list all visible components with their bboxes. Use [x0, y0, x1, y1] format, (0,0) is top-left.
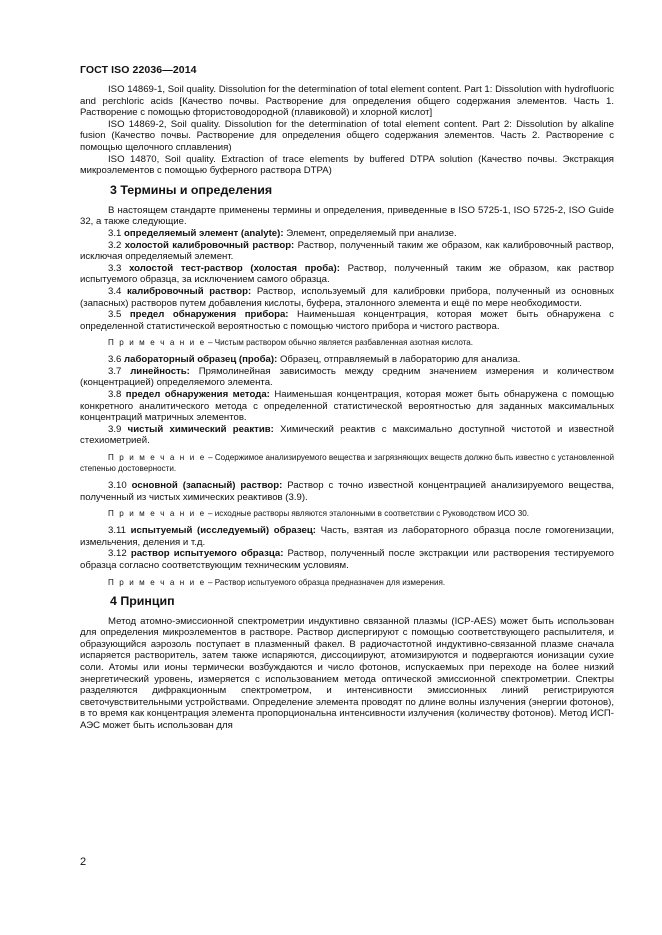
reference-iso-14869-1: ISO 14869-1, Soil quality. Dissolution for the determination of total element content. Part 1: Dissolution with hydrofluoric and perchloric acids [Качество почвы. Растворение для определения общего содержания элементов. Часть 1. Растворение с помощью фтористоводородной (плавиковой) и хлорной кислот] [80, 84, 614, 119]
term-3-6: 3.6 лабораторный образец (проба): Образец, отправляемый в лабораторию для анализа. [108, 354, 521, 366]
section-4-heading: 4 Принцип [110, 593, 175, 608]
term-3-3: 3.3 холостой тест-раствор (холостая проба): Раствор, полученный таким же образом, как раствор испытуемого образца, за исключением самого образца. [80, 262, 615, 286]
note-1: П р и м е ч а н и е – Чистым раствором обычно является разбавленная азотная кислота. [108, 338, 474, 348]
term-3-2: 3.2 холостой калибровочный раствор: Раствор, полученный таким же образом, как калибровочный раствор, исключая определяемый элемент. [80, 239, 614, 263]
page-number: 2 [80, 856, 87, 868]
term-3-9: 3.9 чистый химический реактив: Химический реактив с максимально доступной чистотой и известной стехиометрией. [80, 423, 614, 447]
term-3-12: 3.12 раствор испытуемого образца: Раствор, полученный после экстракции или растворения тестируемого образца согласно соответствующим техническим условиям. [80, 548, 615, 571]
term-3-7: 3.7 линейность: Прямолинейная зависимость между средним значением измерения и количеством (концентрацией) определяемого элемента. [80, 365, 614, 389]
note-2: П р и м е ч а н и е – Содержимое анализируемого вещества и загрязняющих веществ должно быть известно с установленной степенью достоверности. [80, 453, 615, 474]
section-3-heading: 3 Термины и определения [110, 182, 273, 197]
section-4-text: Метод атомно-эмиссионной спектрометрии индуктивно связанной плазмы (ICP-AES) может быть использован для определения микроэлементов в растворе. Раствор диспергируют с помощью соответствующего распылителя, и образующийся аэрозоль поступает в плазменный факел. В радиочастотной индуктивно-связанной плазме сначала испаряется растворитель, затем также испаряются, диссоциируют, атомизируются и подвергаются ионизации сухие соли. Атомы или ионы термически возбуждаются и число фотонов, испускаемых при переходе на более низкий энергетический уровень, измеряется с использованием метода оптической эмиссионной спектрометрии. Спектры разделяются дифракционным спектрометром, и интенсивности эмиссионных линий регистрируются светочувствительными устройствами. Определение элемента проводят по длине волны излучения (энергии фотонов), в то время как концентрация элемента пропорциональна интенсивности излучения (количеству фотонов). Метод ИСП-АЭС может быть использован для [80, 615, 614, 731]
term-3-11: 3.11 испытуемый (исследуемый) образец: Часть, взятая из лабораторного образца после гомогенизации, измельчения, деления и т.д. [80, 525, 614, 548]
reference-iso-14869-2: ISO 14869-2, Soil quality. Dissolution for the determination of total element content. Part 2: Dissolution by alkaline fusion (Качество почвы. Растворение для определения общего содержания элементов. Часть 2. Растворение с помощью щелочного сплавления) [80, 118, 614, 153]
reference-iso-14870: ISO 14870, Soil quality. Extraction of trace elements by buffered DTPA solution (Качество почвы. Экстракция микроэлементов с помощью буферного раствора DTPA) [80, 153, 614, 177]
term-3-8: 3.8 предел обнаружения метода: Наименьшая концентрация, которая может быть обнаружена с помощью конкретного аналитического метода с определенной статистической вероятностью для заданных максимальных концентраций матричных элементов. [80, 389, 614, 424]
section-3-intro: В настоящем стандарте применены термины и определения, приведенные в ISO 5725-1, ISO 5725-2, ISO Guide 32, а также следующие. [80, 204, 614, 228]
term-3-1: 3.1 определяемый элемент (analyte): Элемент, определяемый при анализе. [108, 227, 457, 239]
document-header: ГОСТ ISO 22036—2014 [80, 64, 197, 76]
note-4: П р и м е ч а н и е – Раствор испытуемого образца предназначен для измерения. [108, 577, 446, 587]
term-3-4: 3.4 калибровочный раствор: Раствор, используемый для калибровки прибора, полученный из основных (запасных) растворов путем добавления кислоты, буфера, эталонного элемента и ещё по мере необходимости. [80, 285, 614, 309]
term-3-5: 3.5 предел обнаружения прибора: Наименьшая концентрация, которая может быть обнаружена с определенной статистической вероятностью с помощью чистого прибора и чистого раствора. [80, 309, 614, 332]
document-body [80, 84, 614, 732]
note-3: П р и м е ч а н и е – исходные растворы являются эталонными в соответствии с Руководством ИСО 30. [108, 509, 529, 519]
term-3-10: 3.10 основной (запасный) раствор: Раствор с точно известной концентрацией анализируемого вещества, полученный из чистых химических реактивов (3.9). [80, 480, 614, 503]
